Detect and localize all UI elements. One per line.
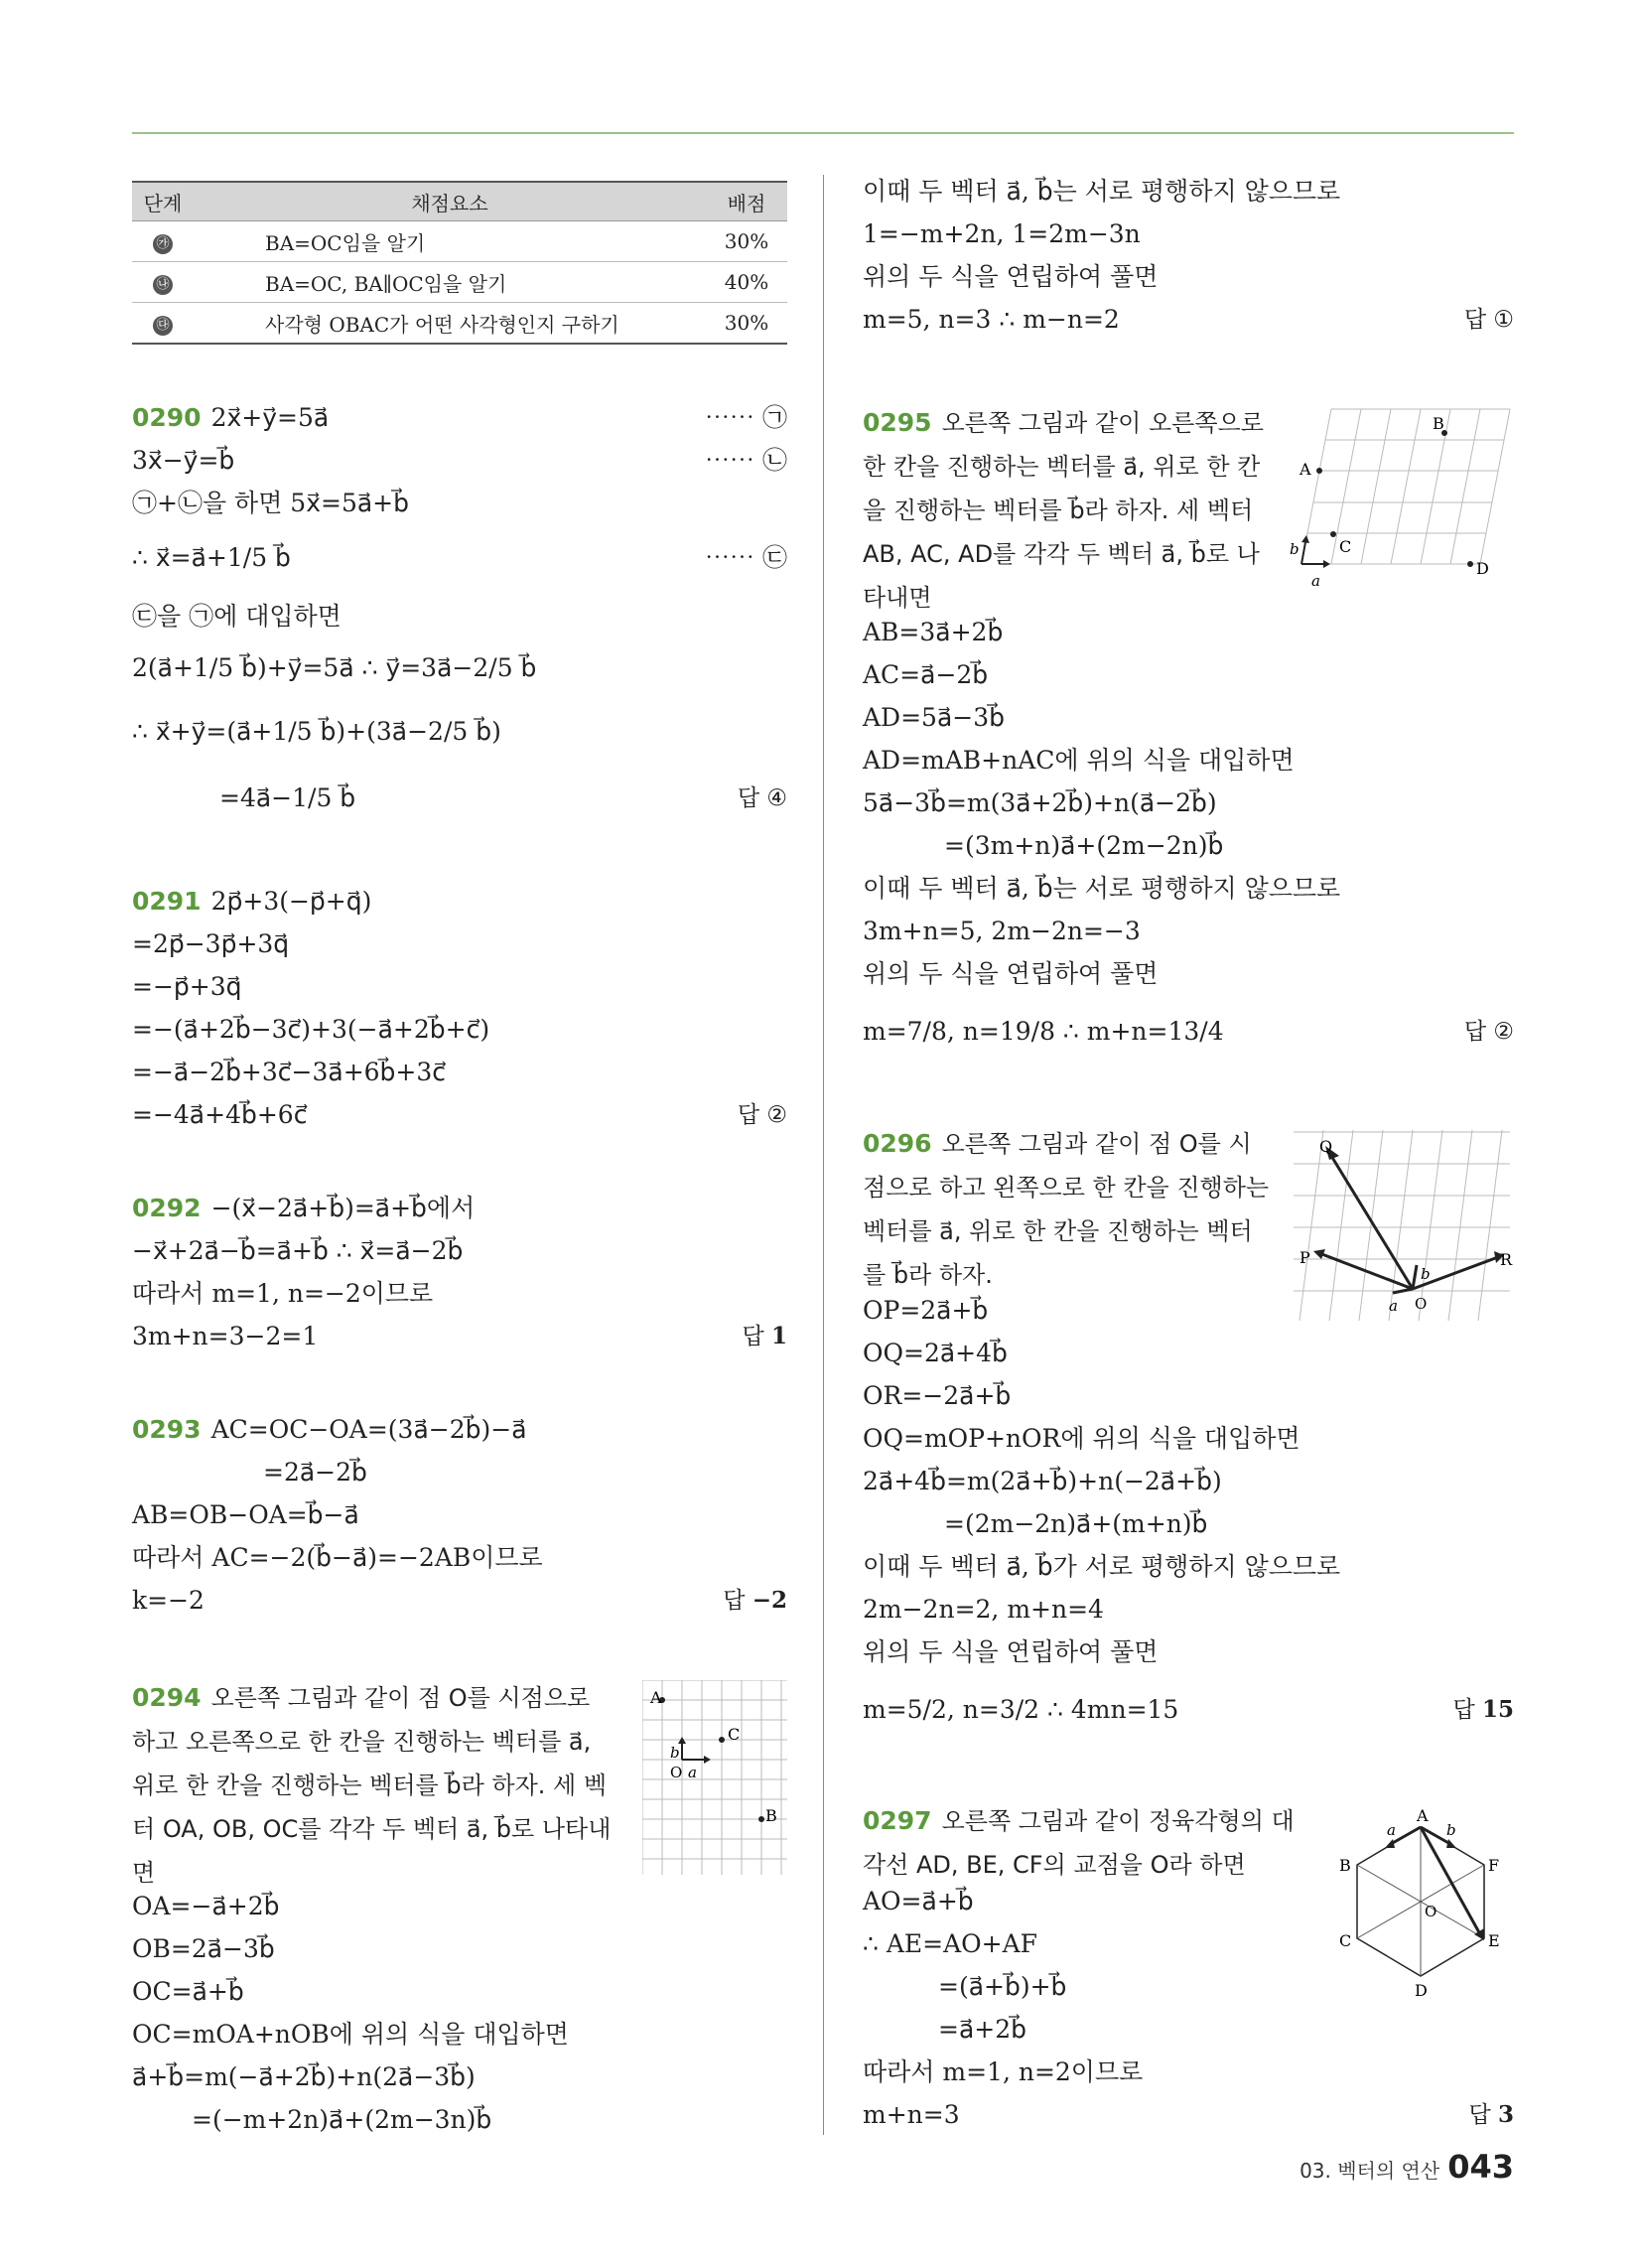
solution-line: ∴ AE=AO+AF <box>863 1929 1038 1958</box>
label-b-vector: b <box>1421 1265 1431 1283</box>
solution-line: 위의 두 식을 연립하여 풀면 <box>863 1637 1159 1666</box>
solution-line: =−(a⃗+2b⃗−3c⃗)+3(−a⃗+2b⃗+c⃗) <box>132 1015 490 1044</box>
step-marker: ㉯ <box>153 275 173 295</box>
step-marker: ㉰ <box>153 316 173 336</box>
answer <box>1468 2098 1514 2132</box>
slanted-grid-figure-0296 <box>1290 1126 1514 1325</box>
equation-mark: ⋯⋯ ㉡ <box>705 446 787 475</box>
vector-oq <box>1331 1156 1413 1289</box>
solution-line: m+n=3 <box>863 2100 960 2129</box>
arrow-head <box>1446 1839 1456 1848</box>
solution-line: OC=mOA+nOB에 위의 식을 대입하면 <box>132 2020 569 2049</box>
solution-line: AD=5a⃗−3b⃗ <box>863 703 1005 732</box>
solution-line: AB=OB−OA=b⃗−a⃗ <box>132 1500 359 1529</box>
solution-line: 2m−2n=2, m+n=4 <box>863 1595 1104 1624</box>
page-number: 043 <box>1447 2148 1514 2186</box>
problem-number: 0295 <box>863 408 932 437</box>
arrow-head <box>1301 535 1309 543</box>
label-b-vector: b <box>1290 540 1300 558</box>
solution-line: OQ=2a⃗+4b⃗ <box>863 1339 1008 1367</box>
solution-line: 따라서 m=1, n=2이므로 <box>863 2057 1144 2086</box>
solution-line: −(x⃗−2a⃗+b⃗)=a⃗+b⃗에서 <box>210 1194 476 1222</box>
label-a-vector: a <box>1311 572 1320 590</box>
solution-line: OP=2a⃗+b⃗ <box>863 1296 989 1325</box>
solution-line: ∴ x⃗=a⃗+1/5 b⃗ <box>132 543 291 572</box>
label-q-point: Q <box>1319 1137 1333 1156</box>
table-row <box>132 303 787 345</box>
problem-text: 오른쪽 그림과 같이 점 O를 시점으로 하고 오른쪽으로 한 칸을 진행하는 벡터를 a⃗, 위로 한 칸을 진행하는 벡터를 b⃗라 하자. 세 벡터 OA, OB, OC를 각각 두 벡터 a⃗, b⃗로 나타내면 <box>132 1684 612 1887</box>
solution-line: AB=3a⃗+2b⃗ <box>863 618 1004 646</box>
solution-line: 3x⃗−y⃗=b⃗ <box>132 446 235 475</box>
grid-figure-0294 <box>642 1680 787 1875</box>
vector-a <box>1393 1289 1413 1293</box>
label-e-point: E <box>1488 1931 1500 1950</box>
problem-text: 오른쪽 그림과 같이 정육각형의 대각선 AD, BE, CF의 교점을 O라 하면 <box>863 1807 1295 1879</box>
table-header-row <box>132 182 787 221</box>
point-d <box>1467 561 1473 567</box>
solution-line: 위의 두 식을 연립하여 풀면 <box>863 959 1159 988</box>
solution-line: =a⃗+2b⃗ <box>938 2015 1026 2044</box>
label-b-point: B <box>765 1806 777 1825</box>
problem-number: 0293 <box>132 1415 202 1444</box>
solution-line: =−a⃗−2b⃗+3c⃗−3a⃗+6b⃗+3c⃗ <box>132 1058 447 1086</box>
score-item: BA=OC, BA∥OC임을 알기 <box>194 262 706 303</box>
chapter-title: 03. 벡터의 연산 <box>1300 2159 1440 2183</box>
solution-line: =(2m−2n)a⃗+(m+n)b⃗ <box>944 1509 1208 1538</box>
header-step: 단계 <box>132 182 194 221</box>
solution-line: 1=−m+2n, 1=2m−3n <box>863 219 1141 248</box>
label-r-point: R <box>1500 1250 1513 1269</box>
label-a-point: A <box>1300 460 1311 479</box>
problem-number: 0296 <box>863 1129 932 1158</box>
solution-line: OR=−2a⃗+b⃗ <box>863 1381 1012 1410</box>
label-a-vector: a <box>1389 1297 1398 1315</box>
solution-line: AC=OC−OA=(3a⃗−2b⃗)−a⃗ <box>210 1415 527 1444</box>
answer <box>723 1584 787 1618</box>
arrow-head <box>704 1756 711 1764</box>
label-b-vector: b <box>670 1744 680 1762</box>
header-rule <box>132 132 1514 134</box>
problem-number: 0297 <box>863 1806 932 1835</box>
solution-line: AD=mAB+nAC에 위의 식을 대입하면 <box>863 746 1295 775</box>
label-p-point: P <box>1300 1248 1310 1267</box>
label-o-point: O <box>1425 1903 1437 1920</box>
solution-line: 이때 두 벡터 a⃗, b⃗는 서로 평행하지 않으므로 <box>863 874 1341 903</box>
solution-line: 따라서 AC=−2(b⃗−a⃗)=−2AB이므로 <box>132 1543 543 1572</box>
solution-line: k=−2 <box>132 1586 205 1615</box>
solution-line: AC=a⃗−2b⃗ <box>863 660 989 689</box>
solution-line: =2p⃗−3p⃗+3q⃗ <box>132 929 290 958</box>
problem-number: 0290 <box>132 403 202 432</box>
vector-b <box>1413 1265 1417 1289</box>
label-a-vector: a <box>1387 1821 1396 1839</box>
label-o-point: O <box>1415 1295 1428 1313</box>
problem-number: 0294 <box>132 1683 202 1712</box>
answer-value: ④ <box>766 785 787 811</box>
step-marker: ㉮ <box>153 234 173 254</box>
grid-lines <box>642 1680 787 1875</box>
solution-line: AO=a⃗+b⃗ <box>863 1887 974 1915</box>
solution-line: 3m+n=5, 2m−2n=−3 <box>863 917 1141 945</box>
answer <box>1464 303 1514 337</box>
table-row <box>132 262 787 303</box>
point-c <box>719 1737 725 1743</box>
solution-line: 5a⃗−3b⃗=m(3a⃗+2b⃗)+n(a⃗−2b⃗) <box>863 788 1217 817</box>
solution-line: OC=a⃗+b⃗ <box>132 1977 244 2006</box>
solution-line: =−4a⃗+4b⃗+6c⃗ <box>132 1100 308 1129</box>
solution-line: m=7/8, n=19/8 ∴ m+n=13/4 <box>863 1017 1224 1046</box>
answer-label: 답 <box>1468 2102 1491 2128</box>
solution-line: 따라서 m=1, n=−2이므로 <box>132 1279 434 1308</box>
solution-line: 이때 두 벡터 a⃗, b⃗는 서로 평행하지 않으므로 <box>863 177 1341 206</box>
solution-line: 이때 두 벡터 a⃗, b⃗가 서로 평행하지 않으므로 <box>863 1552 1341 1581</box>
solution-line: OQ=mOP+nOR에 위의 식을 대입하면 <box>863 1424 1300 1453</box>
answer-label: 답 <box>1463 1019 1487 1045</box>
answer-label: 답 <box>742 1324 764 1349</box>
score-points: 30% <box>706 221 787 262</box>
column-divider <box>823 175 824 2135</box>
scoring-table <box>132 181 787 345</box>
answer <box>742 1320 787 1353</box>
solution-line: 2x⃗+y⃗=5a⃗ <box>210 403 330 432</box>
score-points: 40% <box>706 262 787 303</box>
solution-line: OA=−a⃗+2b⃗ <box>132 1892 280 1920</box>
problem-number: 0292 <box>132 1194 202 1222</box>
answer-label: 답 <box>737 785 760 811</box>
solution-line: m=5, n=3 ∴ m−n=2 <box>863 305 1120 334</box>
answer-label: 답 <box>723 1588 746 1614</box>
solution-line: −x⃗+2a⃗−b⃗=a⃗+b⃗ ∴ x⃗=a⃗−2b⃗ <box>132 1236 464 1265</box>
answer-value: 1 <box>770 1323 787 1349</box>
score-item: 사각형 OBAC가 어떤 사각형인지 구하기 <box>194 303 706 345</box>
label-a-vector: a <box>688 1764 697 1781</box>
label-a-point: A <box>650 1688 662 1707</box>
solution-line: =2a⃗−2b⃗ <box>263 1458 367 1487</box>
answer-label: 답 <box>1452 1697 1475 1723</box>
answer-value: ② <box>1493 1019 1514 1045</box>
answer <box>1452 1693 1514 1727</box>
grid-lines <box>1301 409 1510 564</box>
header-item: 채점요소 <box>194 182 706 221</box>
answer <box>738 1098 787 1132</box>
solution-line: ㉠+㉡을 하면 5x⃗=5a⃗+b⃗ <box>132 489 409 517</box>
solution-line: ㉢을 ㉠에 대입하면 <box>132 602 342 631</box>
solution-line: 2a⃗+4b⃗=m(2a⃗+b⃗)+n(−2a⃗+b⃗) <box>863 1467 1222 1495</box>
point-a <box>1316 468 1322 474</box>
label-b-vector: b <box>1446 1821 1456 1839</box>
label-c-point: C <box>1339 537 1352 556</box>
answer <box>738 781 787 815</box>
solution-line: ∴ x⃗+y⃗=(a⃗+1/5 b⃗)+(3a⃗−2/5 b⃗) <box>132 717 501 746</box>
vectors <box>1319 1156 1498 1293</box>
problem-text: 오른쪽 그림과 같이 오른쪽으로 한 칸을 진행하는 벡터를 a⃗, 위로 한 칸을 진행하는 벡터를 b⃗라 하자. 세 벡터 AB, AC, AD를 각각 두 벡터 a⃗, b⃗로 나타내면 <box>863 409 1264 612</box>
slanted-grid-figure-0295 <box>1290 405 1514 594</box>
solution-line: =(3m+n)a⃗+(2m−2n)b⃗ <box>944 831 1224 860</box>
label-b-point: B <box>1433 414 1444 433</box>
solution-line: =−p⃗+3q⃗ <box>132 972 242 1001</box>
answer-label: 답 <box>1463 307 1487 333</box>
page-footer <box>1300 2148 1514 2186</box>
label-c-point: C <box>728 1725 741 1744</box>
solution-line: 2(a⃗+1/5 b⃗)+y⃗=5a⃗ ∴ y⃗=3a⃗−2/5 b⃗ <box>132 653 537 682</box>
score-points: 30% <box>706 303 787 345</box>
solution-line: 2p⃗+3(−p⃗+q⃗) <box>210 887 372 916</box>
arrow-head <box>1323 560 1330 568</box>
equation-mark: ⋯⋯ ㉢ <box>705 543 787 572</box>
solution-line: 3m+n=3−2=1 <box>132 1322 319 1350</box>
point-c <box>1330 531 1336 537</box>
equation-mark: ⋯⋯ ㉠ <box>705 403 787 432</box>
diagonals <box>1357 1827 1484 1976</box>
score-item: BA=OC임을 알기 <box>194 221 706 262</box>
solution-line: =(a⃗+b⃗)+b⃗ <box>938 1972 1067 2001</box>
solution-line: OB=2a⃗−3b⃗ <box>132 1934 275 1963</box>
label-a-point: A <box>1417 1806 1429 1825</box>
answer-value: ① <box>1493 307 1514 333</box>
vector-b-arrow <box>1301 542 1305 564</box>
header-points: 배점 <box>706 182 787 221</box>
answer-value: 15 <box>1481 1696 1514 1723</box>
arrow-head <box>1385 1839 1395 1848</box>
answer-value: 3 <box>1497 2101 1514 2128</box>
solution-line: =4a⃗−1/5 b⃗ <box>219 783 356 812</box>
label-f-point: F <box>1488 1856 1500 1875</box>
solution-line: 위의 두 식을 연립하여 풀면 <box>863 262 1159 291</box>
label-c-point: C <box>1339 1931 1352 1950</box>
answer-value: −2 <box>752 1587 787 1614</box>
point-b <box>758 1816 764 1822</box>
solution-line: a⃗+b⃗=m(−a⃗+2b⃗)+n(2a⃗−3b⃗) <box>132 2062 476 2091</box>
solution-line: m=5/2, n=3/2 ∴ 4mn=15 <box>863 1695 1179 1724</box>
answer-value: ② <box>766 1102 787 1128</box>
problem-text: 오른쪽 그림과 같이 점 O를 시점으로 하고 왼쪽으로 한 칸을 진행하는 벡터를 a⃗, 위로 한 칸을 진행하는 벡터를 b⃗라 하자. <box>863 1130 1270 1289</box>
problem-number: 0291 <box>132 887 202 916</box>
table-row <box>132 221 787 262</box>
vector-op <box>1319 1253 1413 1289</box>
label-b-point: B <box>1339 1856 1351 1875</box>
solution-line: =(−m+2n)a⃗+(2m−3n)b⃗ <box>192 2105 492 2134</box>
answer-label: 답 <box>737 1102 760 1128</box>
label-d-point: D <box>1476 559 1489 578</box>
label-o-point: O <box>670 1764 683 1781</box>
hexagon-figure-0297 <box>1337 1799 1514 2018</box>
answer <box>1464 1015 1514 1049</box>
label-d-point: D <box>1415 1981 1428 2000</box>
